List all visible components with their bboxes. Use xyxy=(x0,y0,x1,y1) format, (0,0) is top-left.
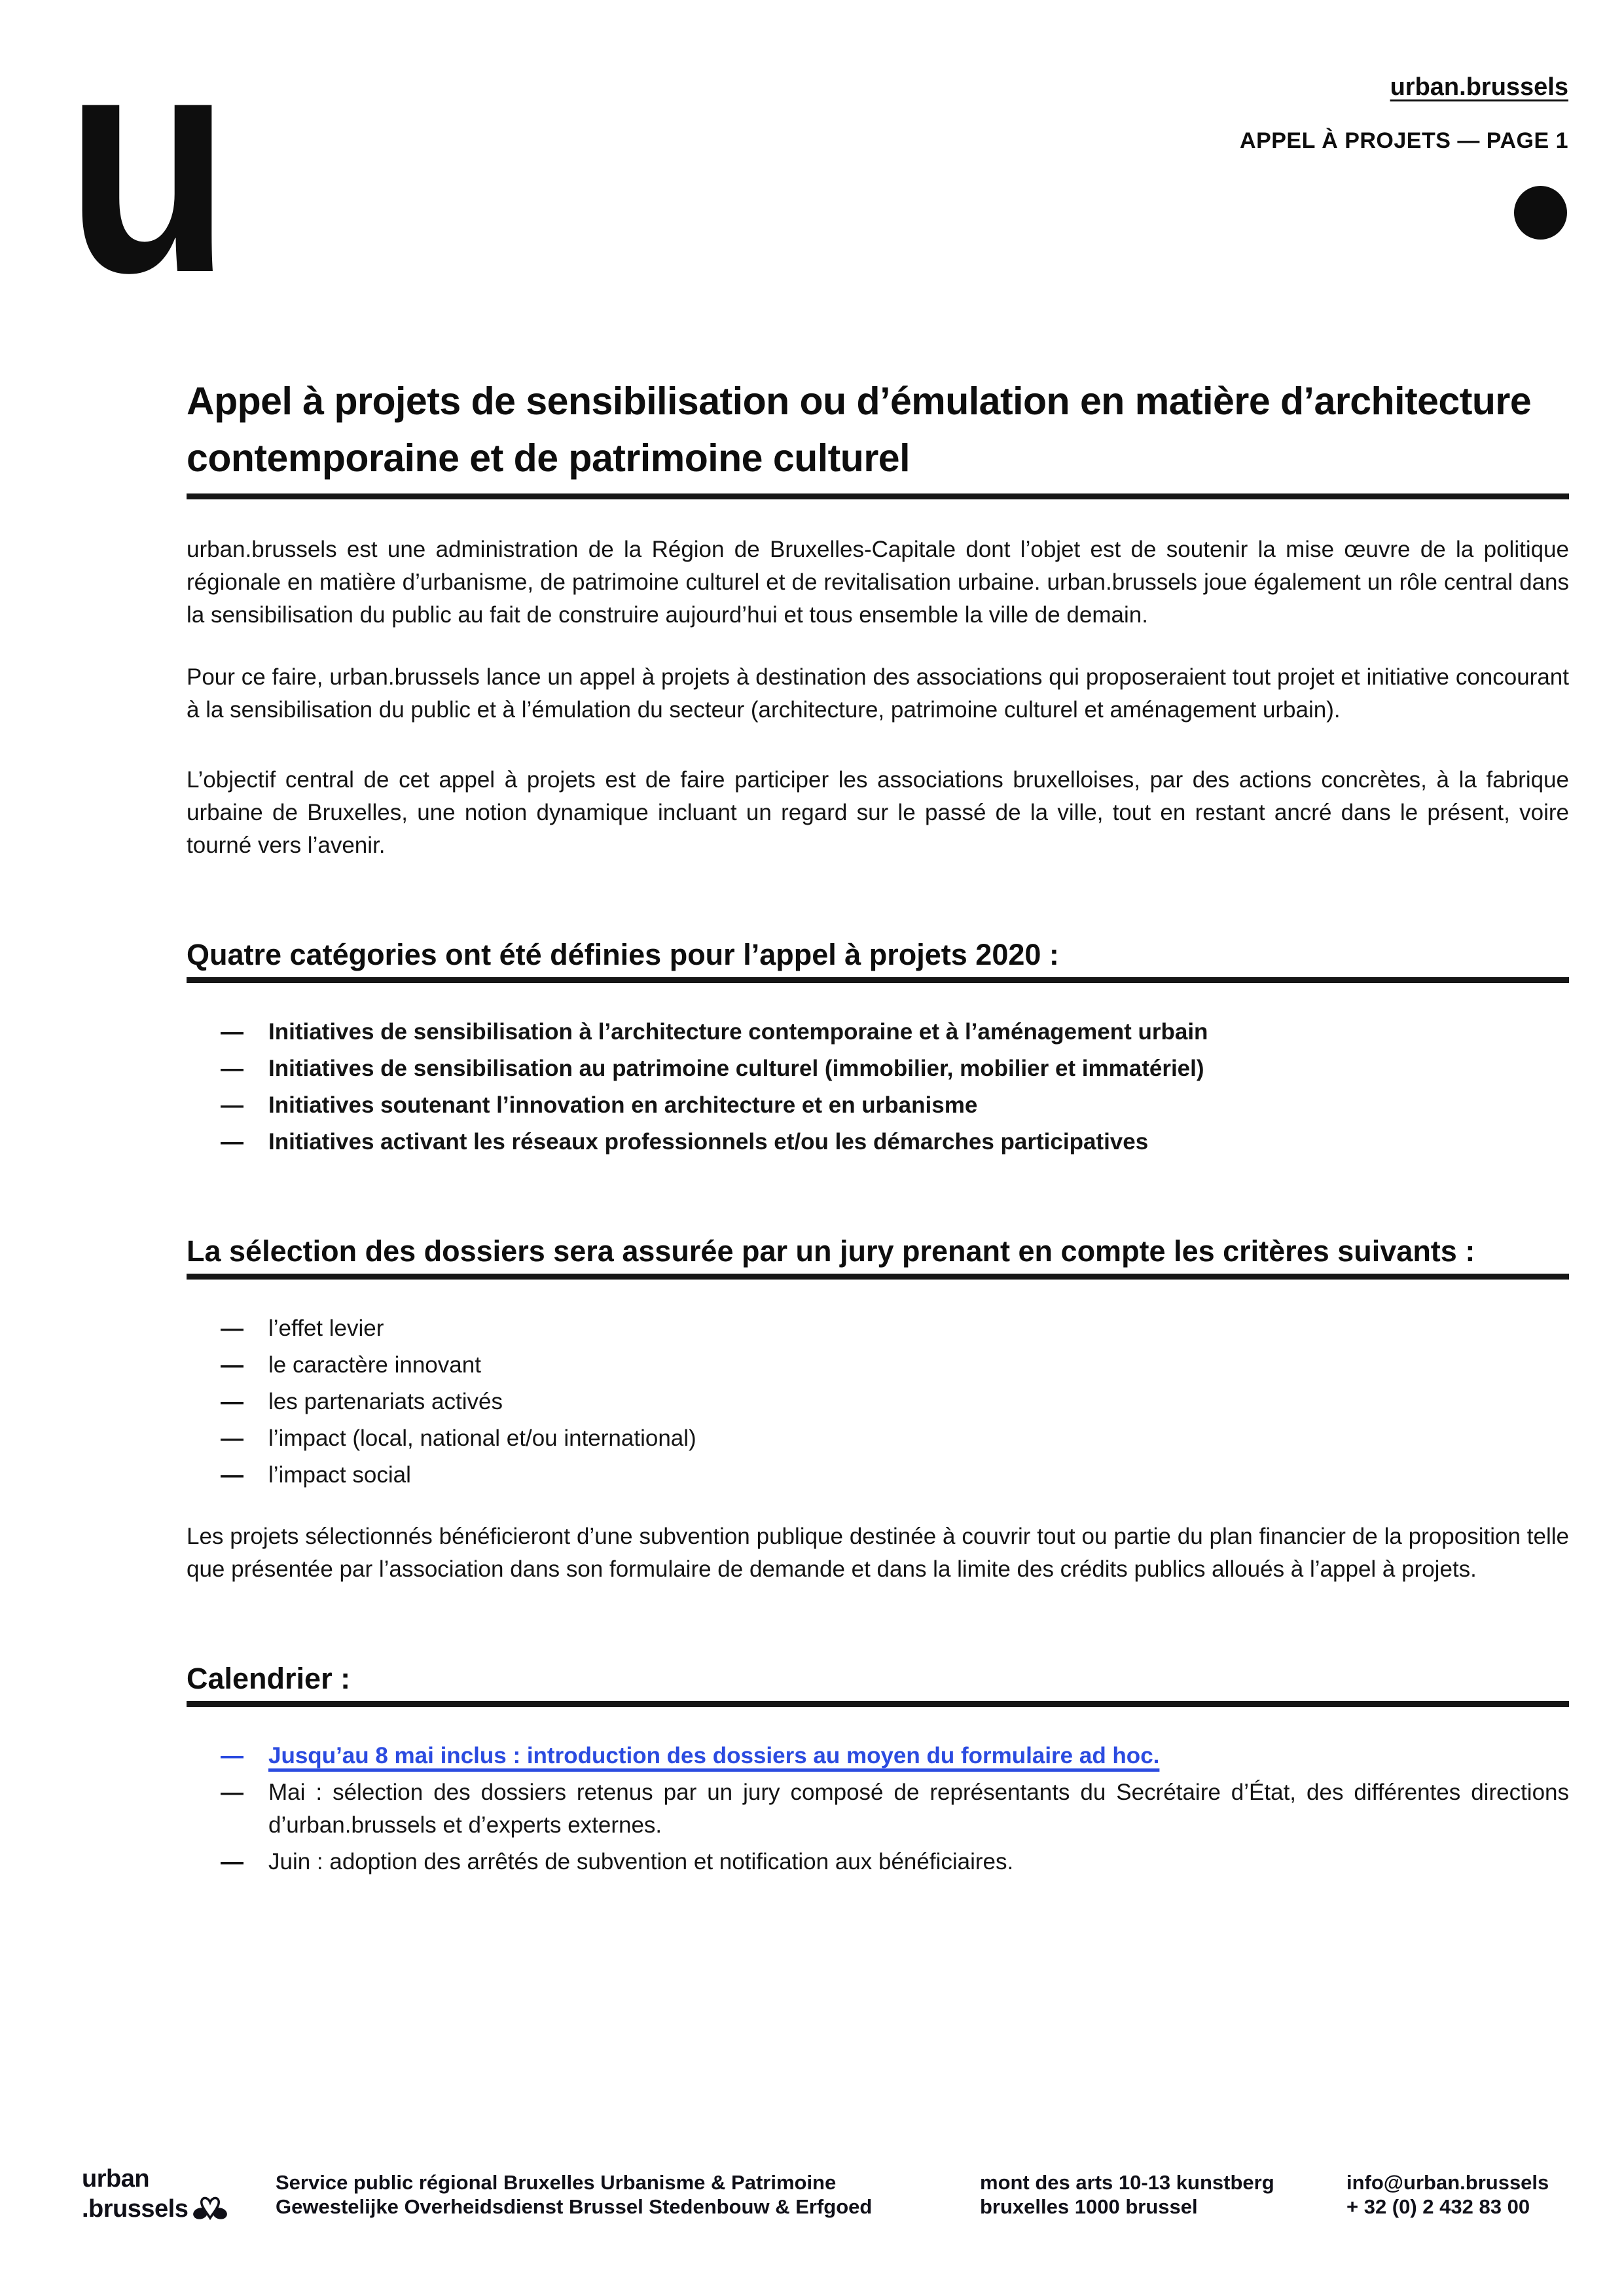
list-item-text: Initiatives de sensibilisation au patrimoine culturel (immobilier, mobilier et immatériel) xyxy=(268,1056,1204,1081)
list-item-text: l’impact social xyxy=(268,1462,411,1488)
categories-heading: Quatre catégories ont été définies pour l’appel à projets 2020 : xyxy=(187,938,1059,971)
list-item xyxy=(187,1459,1569,1492)
list-item-text: Mai : sélection des dossiers retenus par un jury composé de représentants du Secrétaire d’État, des différentes directions d’urban.brussels et d’experts externes. xyxy=(268,1780,1569,1838)
dash-bullet: — xyxy=(221,1092,244,1118)
list-item xyxy=(187,1386,1569,1418)
list-item xyxy=(187,1016,1569,1048)
intro-paragraph: Pour ce faire, urban.brussels lance un appel à projets à destination des associations qui proposeraient tout projet et initiative concourant à la sensibilisation du public et à l’émulation du secteur (architecture, patrimoine culturel et aménagement urbain). xyxy=(187,664,1569,723)
list-item-text: Initiatives de sensibilisation à l’architecture contemporaine et à l’aménagement urbain xyxy=(268,1019,1208,1045)
footer-address-line1: mont des arts 10-13 kunstberg xyxy=(980,2171,1274,2194)
criteria-heading: La sélection des dossiers sera assurée par un jury prenant en compte les critères suivants : xyxy=(187,1234,1475,1268)
title-rule xyxy=(187,493,1569,499)
page-title: Appel à projets de sensibilisation ou d’émulation en matière d’architecture contemporaine et de patrimoine culturel xyxy=(187,380,1532,480)
dash-bullet: — xyxy=(221,1849,244,1874)
dash-bullet: — xyxy=(221,1389,244,1414)
urban-brussels-u-logo: u xyxy=(65,0,225,338)
dash-bullet: — xyxy=(221,1425,244,1451)
list-item-text: les partenariats activés xyxy=(268,1389,503,1414)
calendar-list xyxy=(187,1740,1569,1878)
list-item xyxy=(187,1052,1569,1085)
list-item-text: l’effet levier xyxy=(268,1316,384,1341)
dash-bullet: — xyxy=(221,1316,244,1341)
list-item-text: Initiatives activant les réseaux professionnels et/ou les démarches participatives xyxy=(268,1129,1149,1155)
footer-organisation xyxy=(276,2170,872,2219)
list-item xyxy=(187,1422,1569,1455)
list-item xyxy=(187,1089,1569,1122)
footer-address-line2: bruxelles 1000 brussel xyxy=(980,2195,1198,2218)
list-item xyxy=(187,1740,1569,1772)
list-item xyxy=(187,1312,1569,1345)
section-rule xyxy=(187,1701,1569,1707)
list-item xyxy=(187,1846,1569,1878)
dash-bullet: — xyxy=(221,1129,244,1155)
list-item-text: Initiatives soutenant l’innovation en architecture et en urbanisme xyxy=(268,1092,978,1118)
dash-bullet: — xyxy=(221,1743,244,1768)
dash-bullet: — xyxy=(221,1019,244,1045)
footer-logo-line2: .brussels xyxy=(82,2195,189,2223)
intro-paragraph: L’objectif central de cet appel à projets est de faire participer les associations bruxelloises, par des actions concrètes, à la fabrique urbaine de Bruxelles, une notion dynamique incluant un regard sur le passé de la ville, tout en restant ancré dans le présent, voire tourné vers l’avenir. xyxy=(187,767,1569,858)
criteria-list xyxy=(187,1312,1569,1492)
intro-paragraph: urban.brussels est une administration de la Région de Bruxelles-Capitale dont l’objet est de soutenir la mise œuvre de la politique régionale en matière d’urbanisme, de patrimoine culturel et de revitalisation urbaine. urban.brussels joue également un rôle central dans la sensibilisation du public au fait de construire aujourd’hui et tous ensemble la ville de demain. xyxy=(187,537,1569,628)
footer-email: info@urban.brussels xyxy=(1346,2171,1549,2194)
list-item xyxy=(187,1126,1569,1158)
document-body xyxy=(187,0,1569,1882)
footer-logo xyxy=(82,2166,227,2226)
list-item xyxy=(187,1776,1569,1842)
section-rule xyxy=(187,1274,1569,1280)
iris-flower-icon xyxy=(193,2195,227,2226)
header-site-name: urban.brussels xyxy=(1390,73,1568,101)
footer-org-nl: Gewestelijke Overheidsdienst Brussel Stedenbouw & Erfgoed xyxy=(276,2195,873,2218)
dash-bullet: — xyxy=(221,1462,244,1488)
dash-bullet: — xyxy=(221,1056,244,1081)
footer-phone: + 32 (0) 2 432 83 00 xyxy=(1346,2195,1530,2218)
section-rule xyxy=(187,977,1569,983)
subvention-paragraph: Les projets sélectionnés bénéficieront d’une subvention publique destinée à couvrir tout ou partie du plan financier de la proposition telle que présentée par l’association dans son formulaire de demande et dans la limite des crédits publics alloués à l’appel à projets. xyxy=(187,1524,1569,1582)
footer-contact xyxy=(1346,2170,1549,2219)
dash-bullet: — xyxy=(221,1352,244,1378)
footer-address xyxy=(980,2170,1274,2219)
calendar-heading: Calendrier : xyxy=(187,1662,351,1695)
footer-logo-line1: urban xyxy=(82,2165,150,2193)
list-item-text: l’impact (local, national et/ou international) xyxy=(268,1425,696,1451)
header-page-label: APPEL À PROJETS — PAGE 1 xyxy=(1240,128,1568,153)
list-item xyxy=(187,1349,1569,1382)
footer-org-fr: Service public régional Bruxelles Urbanisme & Patrimoine xyxy=(276,2171,837,2194)
list-item-text: le caractère innovant xyxy=(268,1352,481,1378)
submission-deadline-link[interactable]: Jusqu’au 8 mai inclus : introduction des dossiers au moyen du formulaire ad hoc. xyxy=(268,1743,1160,1768)
list-item-text: Juin : adoption des arrêtés de subvention et notification aux bénéficiaires. xyxy=(268,1849,1014,1874)
categories-list xyxy=(187,1016,1569,1158)
dash-bullet: — xyxy=(221,1780,244,1805)
